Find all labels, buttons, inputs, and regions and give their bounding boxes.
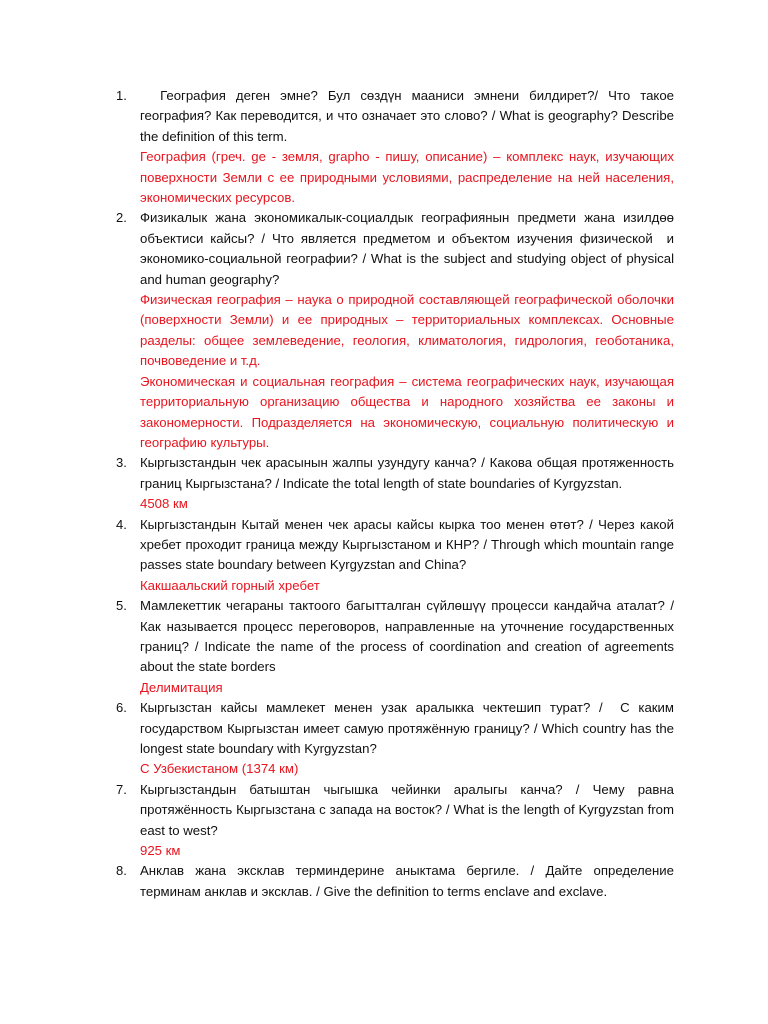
- list-item: [116, 515, 678, 597]
- item-number: 7.: [116, 781, 127, 797]
- answer-text: География (греч. ge - земля, grapho - пишу, описание) – комплекс наук, изучающих поверхности Земли с ее природными условиями, распределение на ней населения, экономических ресурсов.: [140, 149, 674, 206]
- list-item: [116, 453, 678, 514]
- answer-text: Экономическая и социальная география – система географических наук, изучающая территориальную организацию общества и народного хозяйства ее законы и закономерности. Подразделяется на экономическую, социальную политическую и географию культуры.: [140, 373, 674, 450]
- answer-text: Какшаальский горный хребет: [140, 577, 320, 593]
- list-item: [116, 780, 678, 862]
- question-text: Кыргызстандын батыштан чыгышка чейинки аралыгы канча? / Чему равна протяжённость Кыргызстана с запада на восток? / What is the length of Kyrgyzstan from east to west?: [140, 781, 678, 838]
- question-text: Кыргызстандын чек арасынын жалпы узундугу канча? / Какова общая протяженность границ Кыргызстана? / Indicate the total length of state boundaries of Kyrgyzstan.: [140, 455, 678, 491]
- question-list: [116, 86, 678, 902]
- question-text: Физикалык жана экономикалык-социалдык географиянын предмети жана изилдөө объектиси кайсы? / Что является предметом и объектом изучения физической и экономико-социальной географии? / What is the subject and studying object of physical and human geography?: [140, 210, 678, 287]
- item-number: 8.: [116, 863, 127, 879]
- item-number: 2.: [116, 210, 127, 226]
- answer-text: Физическая география – наука о природной составляющей географической оболочки (поверхности Земли) и ее природных – территориальных комплексах. Основные разделы: общее землеведение, геология, климатология, гидрология, геоботаника, почвоведение и т.д.: [140, 292, 674, 369]
- question-text: Мамлекеттик чегараны тактоого багытталган сүйлөшүү процесси кандайча аталат? / Как называется процесс переговоров, направленные на уточнение государственных границ? / Indicate the name of the process of coordination and creation of agreements about the state borders: [140, 598, 678, 675]
- list-item: [116, 698, 678, 780]
- answer-text: 925 км: [140, 843, 181, 859]
- question-text: Кыргызстандын Кытай менен чек арасы кайсы кырка тоо менен өтөт? / Через какой хребет проходит граница между Кыргызстаном и КНР? / Through which mountain range passes state boundary between Kyrgyzstan and China?: [140, 516, 678, 573]
- answer-text: 4508 км: [140, 496, 188, 512]
- list-item: [116, 86, 678, 208]
- answer-text: С Узбекистаном (1374 км): [140, 761, 299, 777]
- list-item: [116, 861, 678, 902]
- question-text: Анклав жана эксклав терминдерине аныктама бергиле. / Дайте определение терминам анклав и эксклав. / Give the definition to terms enclave and exclave.: [140, 863, 678, 899]
- list-item: [116, 208, 678, 453]
- item-number: 6.: [116, 700, 127, 716]
- item-number: 3.: [116, 455, 127, 471]
- item-number: 5.: [116, 598, 127, 614]
- question-text: Кыргызстан кайсы мамлекет менен узак аралыкка чектешип турат? / С каким государством Кыргызстан имеет самую протяжённую границу? / Which country has the longest state boundary with Kyrgyzstan?: [140, 700, 678, 756]
- list-item: [116, 596, 678, 698]
- answer-text: Делимитация: [140, 679, 223, 695]
- question-text: География деген эмне? Бул сөздүн мааниси эмнени билдирет?/ Что такое география? Как переводится, и что означает это слово? / What is geography? Describe the definition of this term.: [140, 88, 678, 144]
- item-number: 4.: [116, 516, 127, 532]
- item-number: 1.: [116, 88, 127, 103]
